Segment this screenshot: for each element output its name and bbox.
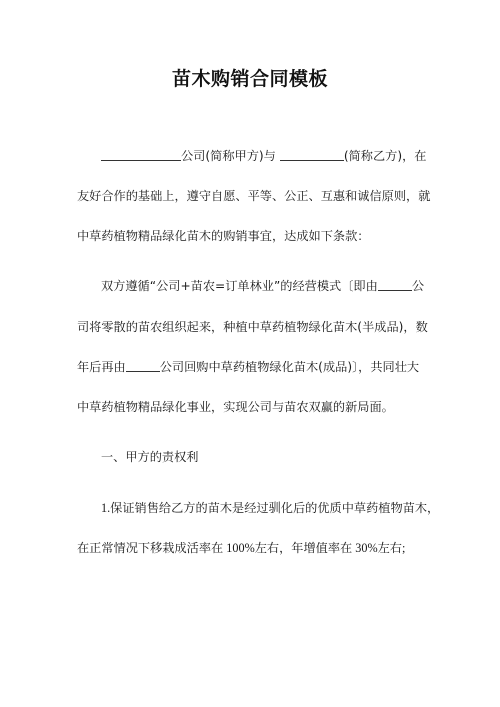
line-1-text-b: (简称乙方)，在 (343, 149, 427, 163)
paragraph-line-7: 中草药植物精品绿化事业，实现公司与苗农双赢的新局面。 (77, 400, 394, 414)
line-4-text-b: 公 (411, 279, 424, 293)
clause-1-line-2: 在正常情况下移栽成活率在 100%左右，年增值率在 30%左右; (77, 541, 406, 555)
document-title: 苗木购销合同模板 (171, 68, 328, 90)
paragraph-line-4 (101, 277, 424, 294)
line-1-text-a: 公司(简称甲方)与 (181, 149, 276, 163)
section-heading: 一、甲方的责权利 (101, 450, 199, 464)
company-blank-1 (378, 278, 412, 291)
paragraph-line-6 (77, 358, 419, 375)
paragraph-line-1 (101, 147, 426, 164)
line-4-text-a: 双方遵循“公司+苗农=订单林业”的经营模式〔即由 (101, 279, 378, 293)
paragraph-line-3: 中草药植物精品绿化苗木的购销事宜，达成如下条款： (77, 229, 370, 243)
clause-1-line-1: 1.保证销售给乙方的苗木是经过驯化后的优质中草药植物苗木， (101, 501, 440, 515)
line-6-text-a: 年后再由 (77, 360, 126, 374)
line-6-text-b: 公司回购中草药植物绿化苗木(成品)〕，共同壮大 (159, 360, 420, 374)
paragraph-line-5: 司将零散的苗农组织起来，种植中草药植物绿化苗木(半成品)，数 (77, 320, 428, 334)
paragraph-line-2: 友好合作的基础上，遵守自愿、平等、公正、互惠和诚信原则，就 (77, 189, 431, 203)
company-blank-2 (126, 359, 160, 372)
party-a-blank (101, 148, 181, 161)
party-b-blank (280, 148, 344, 161)
